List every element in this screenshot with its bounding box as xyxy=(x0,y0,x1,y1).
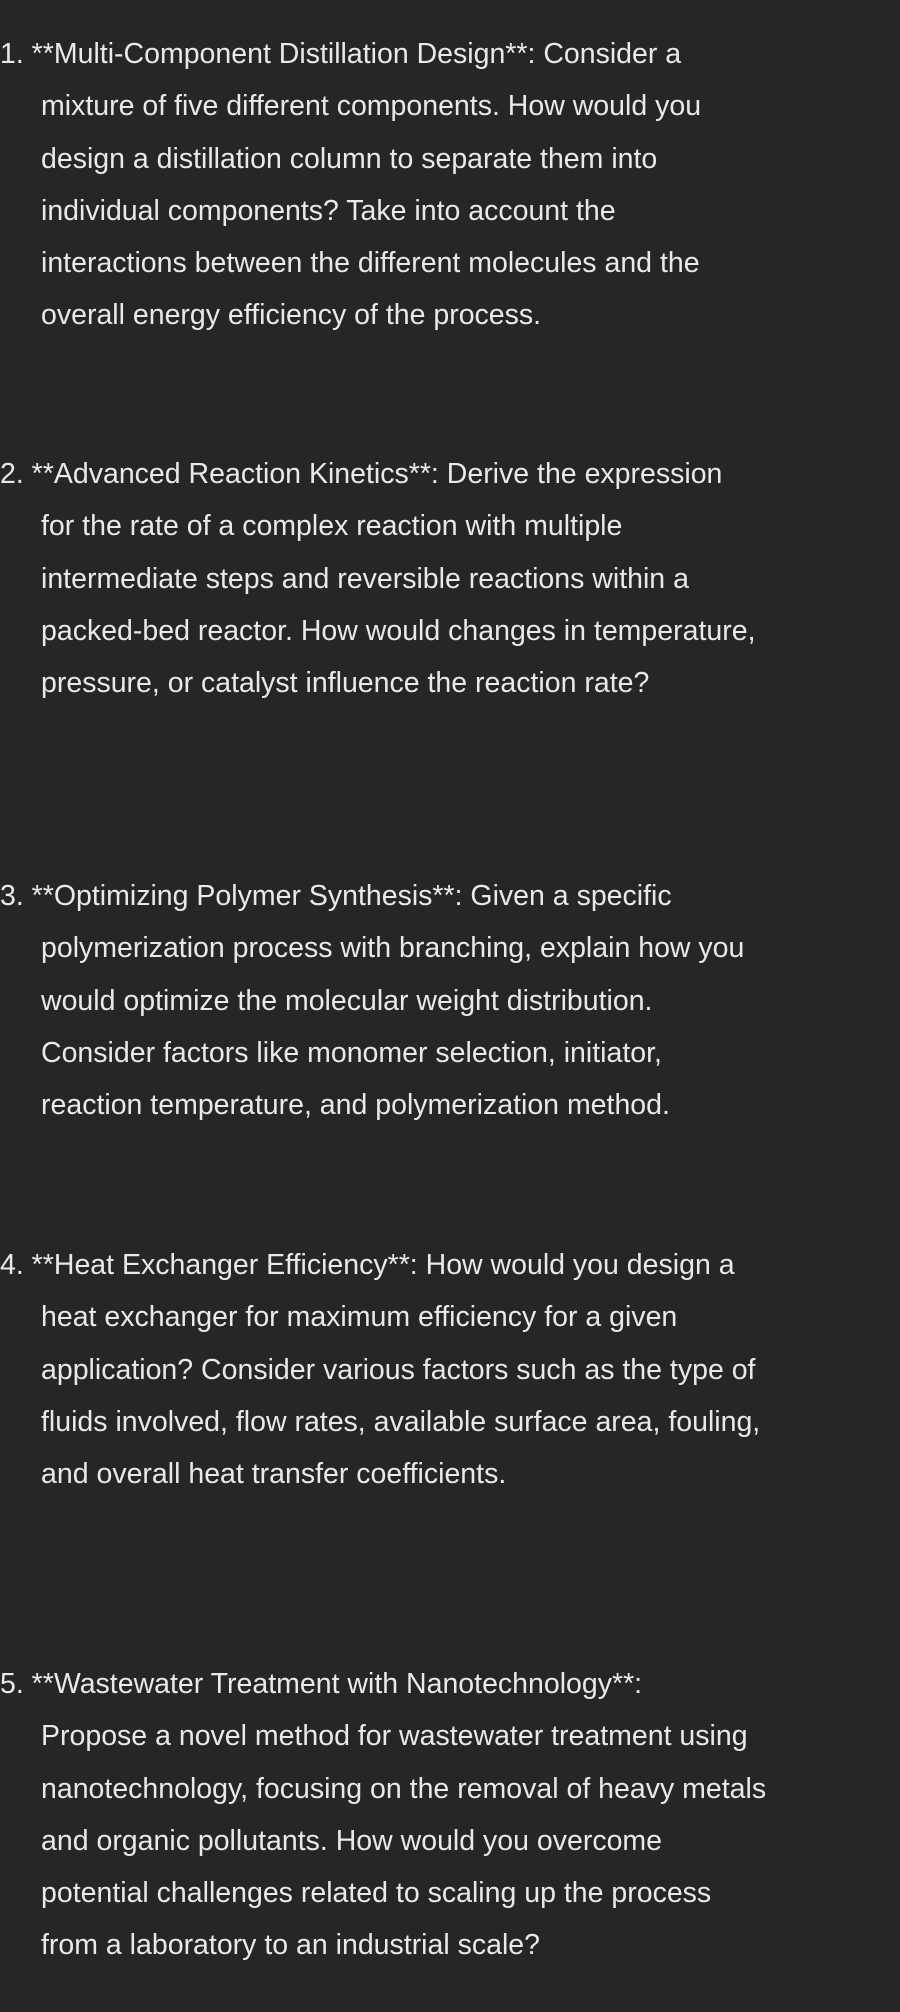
list-item xyxy=(0,28,892,342)
item-line: and overall heat transfer coefficients. xyxy=(41,1458,507,1491)
item-line: pressure, or catalyst influence the reaction rate? xyxy=(41,667,650,700)
item-line: nanotechnology, focusing on the removal of heavy metals xyxy=(41,1772,767,1805)
item-line: overall energy efficiency of the process. xyxy=(41,299,542,332)
item-line: 2. **Advanced Reaction Kinetics**: Derive the expression xyxy=(0,458,723,490)
item-line: reaction temperature, and polymerization method. xyxy=(41,1089,670,1122)
item-line: heat exchanger for maximum efficiency for a given xyxy=(41,1301,678,1334)
item-line: packed-bed reactor. How would changes in temperature, xyxy=(41,614,756,647)
item-line: 3. **Optimizing Polymer Synthesis**: Given a specific xyxy=(0,880,672,912)
list-item xyxy=(0,1239,892,1500)
item-line: fluids involved, flow rates, available surface area, fouling, xyxy=(41,1405,761,1438)
item-line: and organic pollutants. How would you overcome xyxy=(41,1824,663,1857)
item-line: individual components? Take into account the xyxy=(41,194,616,227)
item-line: 5. **Wastewater Treatment with Nanotechnology**: xyxy=(0,1668,643,1700)
item-line: from a laboratory to an industrial scale? xyxy=(41,1929,541,1962)
item-line: design a distillation column to separate them into xyxy=(41,142,658,175)
item-line: polymerization process with branching, explain how you xyxy=(41,932,745,965)
item-line: Propose a novel method for wastewater treatment using xyxy=(41,1720,748,1753)
item-line: would optimize the molecular weight distribution. xyxy=(41,984,653,1017)
item-line: Consider factors like monomer selection, initiator, xyxy=(41,1036,662,1069)
item-line: for the rate of a complex reaction with multiple xyxy=(41,510,623,543)
item-line: interactions between the different molecules and the xyxy=(41,247,700,280)
list-item xyxy=(0,448,892,709)
list-item xyxy=(0,870,892,1131)
item-line: 4. **Heat Exchanger Efficiency**: How would you design a xyxy=(0,1249,735,1281)
item-line: intermediate steps and reversible reactions within a xyxy=(41,562,689,595)
item-line: mixture of five different components. How would you xyxy=(41,90,702,123)
item-line: 1. **Multi-Component Distillation Design**: Consider a xyxy=(0,38,682,70)
list-item xyxy=(0,1658,892,1972)
item-line: potential challenges related to scaling up the process xyxy=(41,1877,712,1910)
item-line: application? Consider various factors such as the type of xyxy=(41,1353,756,1386)
